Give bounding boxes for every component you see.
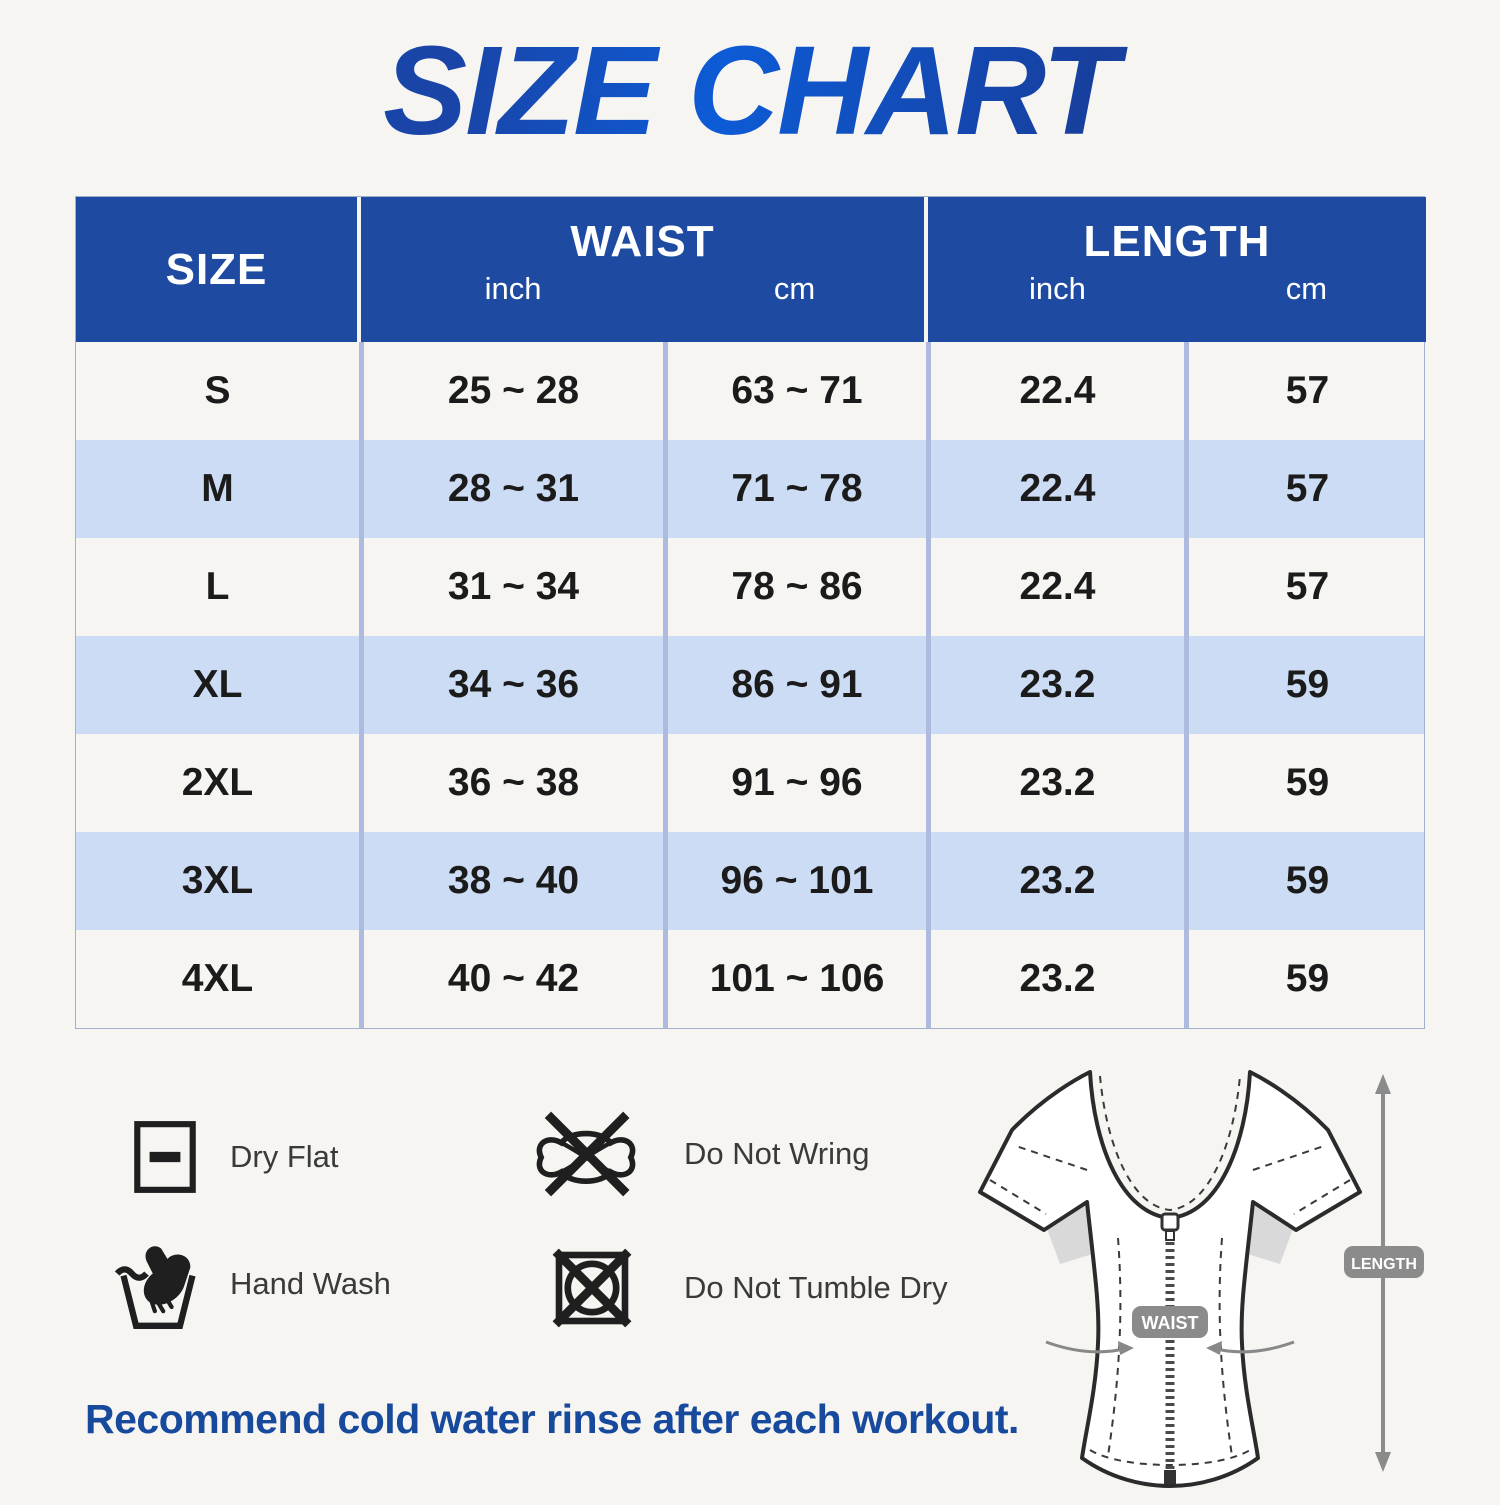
cell-length-cm: 59	[1184, 734, 1426, 832]
care-label: Hand Wash	[230, 1266, 391, 1301]
do-not-wring-icon	[488, 1108, 684, 1200]
cell-size: L	[205, 565, 230, 608]
hand-wash-icon	[86, 1238, 230, 1330]
cell-length-cm: 57	[1184, 440, 1426, 538]
cell-waist-cm: 63 ~ 71	[663, 342, 926, 440]
cell-waist-cm: 78 ~ 86	[663, 538, 926, 636]
header-waist-column	[361, 197, 924, 342]
cell-length-inch: 22.4	[926, 440, 1184, 538]
garment-diagram	[950, 1058, 1450, 1500]
header-waist-units	[361, 271, 924, 307]
cell-waist-cm: 71 ~ 78	[663, 440, 926, 538]
table-row	[76, 930, 1424, 1028]
cell-length-cm: 59	[1184, 636, 1426, 734]
cell-size: M	[201, 467, 234, 510]
header-waist-cm-label: cm	[773, 271, 816, 306]
care-label: Do Not Tumble Dry	[684, 1270, 948, 1305]
header-waist-inch-label: inch	[484, 271, 542, 306]
cell-waist-inch: 25 ~ 28	[359, 342, 663, 440]
cell-length-inch: 22.4	[926, 342, 1184, 440]
cell-length-cm: 57	[1184, 342, 1426, 440]
table-row	[76, 832, 1424, 930]
table-row	[76, 734, 1424, 832]
header-length-label: LENGTH	[1083, 217, 1271, 266]
cell-waist-inch: 28 ~ 31	[359, 440, 663, 538]
size-table	[75, 196, 1425, 1029]
cell-waist-inch: 31 ~ 34	[359, 538, 663, 636]
cell-waist-inch: 38 ~ 40	[359, 832, 663, 930]
care-item-do-not-wring	[488, 1108, 870, 1200]
cell-length-inch: 22.4	[926, 538, 1184, 636]
care-item-dry-flat	[100, 1118, 339, 1196]
header-size-label: SIZE	[165, 244, 268, 294]
cell-length-cm: 59	[1184, 930, 1426, 1028]
cell-size: 2XL	[181, 761, 254, 804]
care-label: Dry Flat	[230, 1139, 339, 1174]
cell-waist-cm: 86 ~ 91	[663, 636, 926, 734]
dry-flat-icon	[100, 1118, 230, 1196]
cell-length-inch: 23.2	[926, 734, 1184, 832]
header-waist-label: WAIST	[570, 217, 715, 266]
cell-size: S	[204, 369, 231, 412]
table-row	[76, 342, 1424, 440]
header-size-column	[76, 197, 357, 342]
do-not-tumble-dry-icon	[500, 1244, 684, 1332]
cell-size: XL	[192, 663, 243, 706]
care-item-hand-wash	[86, 1238, 391, 1330]
page-title: SIZE CHART	[0, 18, 1500, 163]
header-length-cm-label: cm	[1285, 271, 1328, 306]
cell-waist-inch: 34 ~ 36	[359, 636, 663, 734]
waist-badge-label: WAIST	[1141, 1313, 1199, 1333]
table-row	[76, 440, 1424, 538]
footer-note: Recommend cold water rinse after each workout.	[85, 1396, 1019, 1442]
table-row	[76, 636, 1424, 734]
cell-size: 3XL	[181, 859, 254, 902]
header-length-column	[928, 197, 1426, 342]
cell-waist-cm: 91 ~ 96	[663, 734, 926, 832]
header-length-units	[928, 271, 1426, 307]
cell-length-inch: 23.2	[926, 636, 1184, 734]
cell-waist-inch: 36 ~ 38	[359, 734, 663, 832]
care-item-do-not-tumble-dry	[500, 1244, 948, 1332]
cell-size: 4XL	[181, 957, 254, 1000]
cell-length-cm: 57	[1184, 538, 1426, 636]
header-length-inch-label: inch	[1029, 271, 1086, 306]
length-badge-label: LENGTH	[1351, 1256, 1417, 1273]
cell-length-cm: 59	[1184, 832, 1426, 930]
cell-waist-inch: 40 ~ 42	[359, 930, 663, 1028]
cell-length-inch: 23.2	[926, 832, 1184, 930]
size-table-body	[76, 342, 1424, 1028]
size-table-header	[76, 197, 1424, 342]
cell-waist-cm: 96 ~ 101	[663, 832, 926, 930]
cell-length-inch: 23.2	[926, 930, 1184, 1028]
cell-waist-cm: 101 ~ 106	[663, 930, 926, 1028]
garment-illustration-icon	[950, 1058, 1450, 1500]
table-row	[76, 538, 1424, 636]
care-label: Do Not Wring	[684, 1136, 870, 1171]
